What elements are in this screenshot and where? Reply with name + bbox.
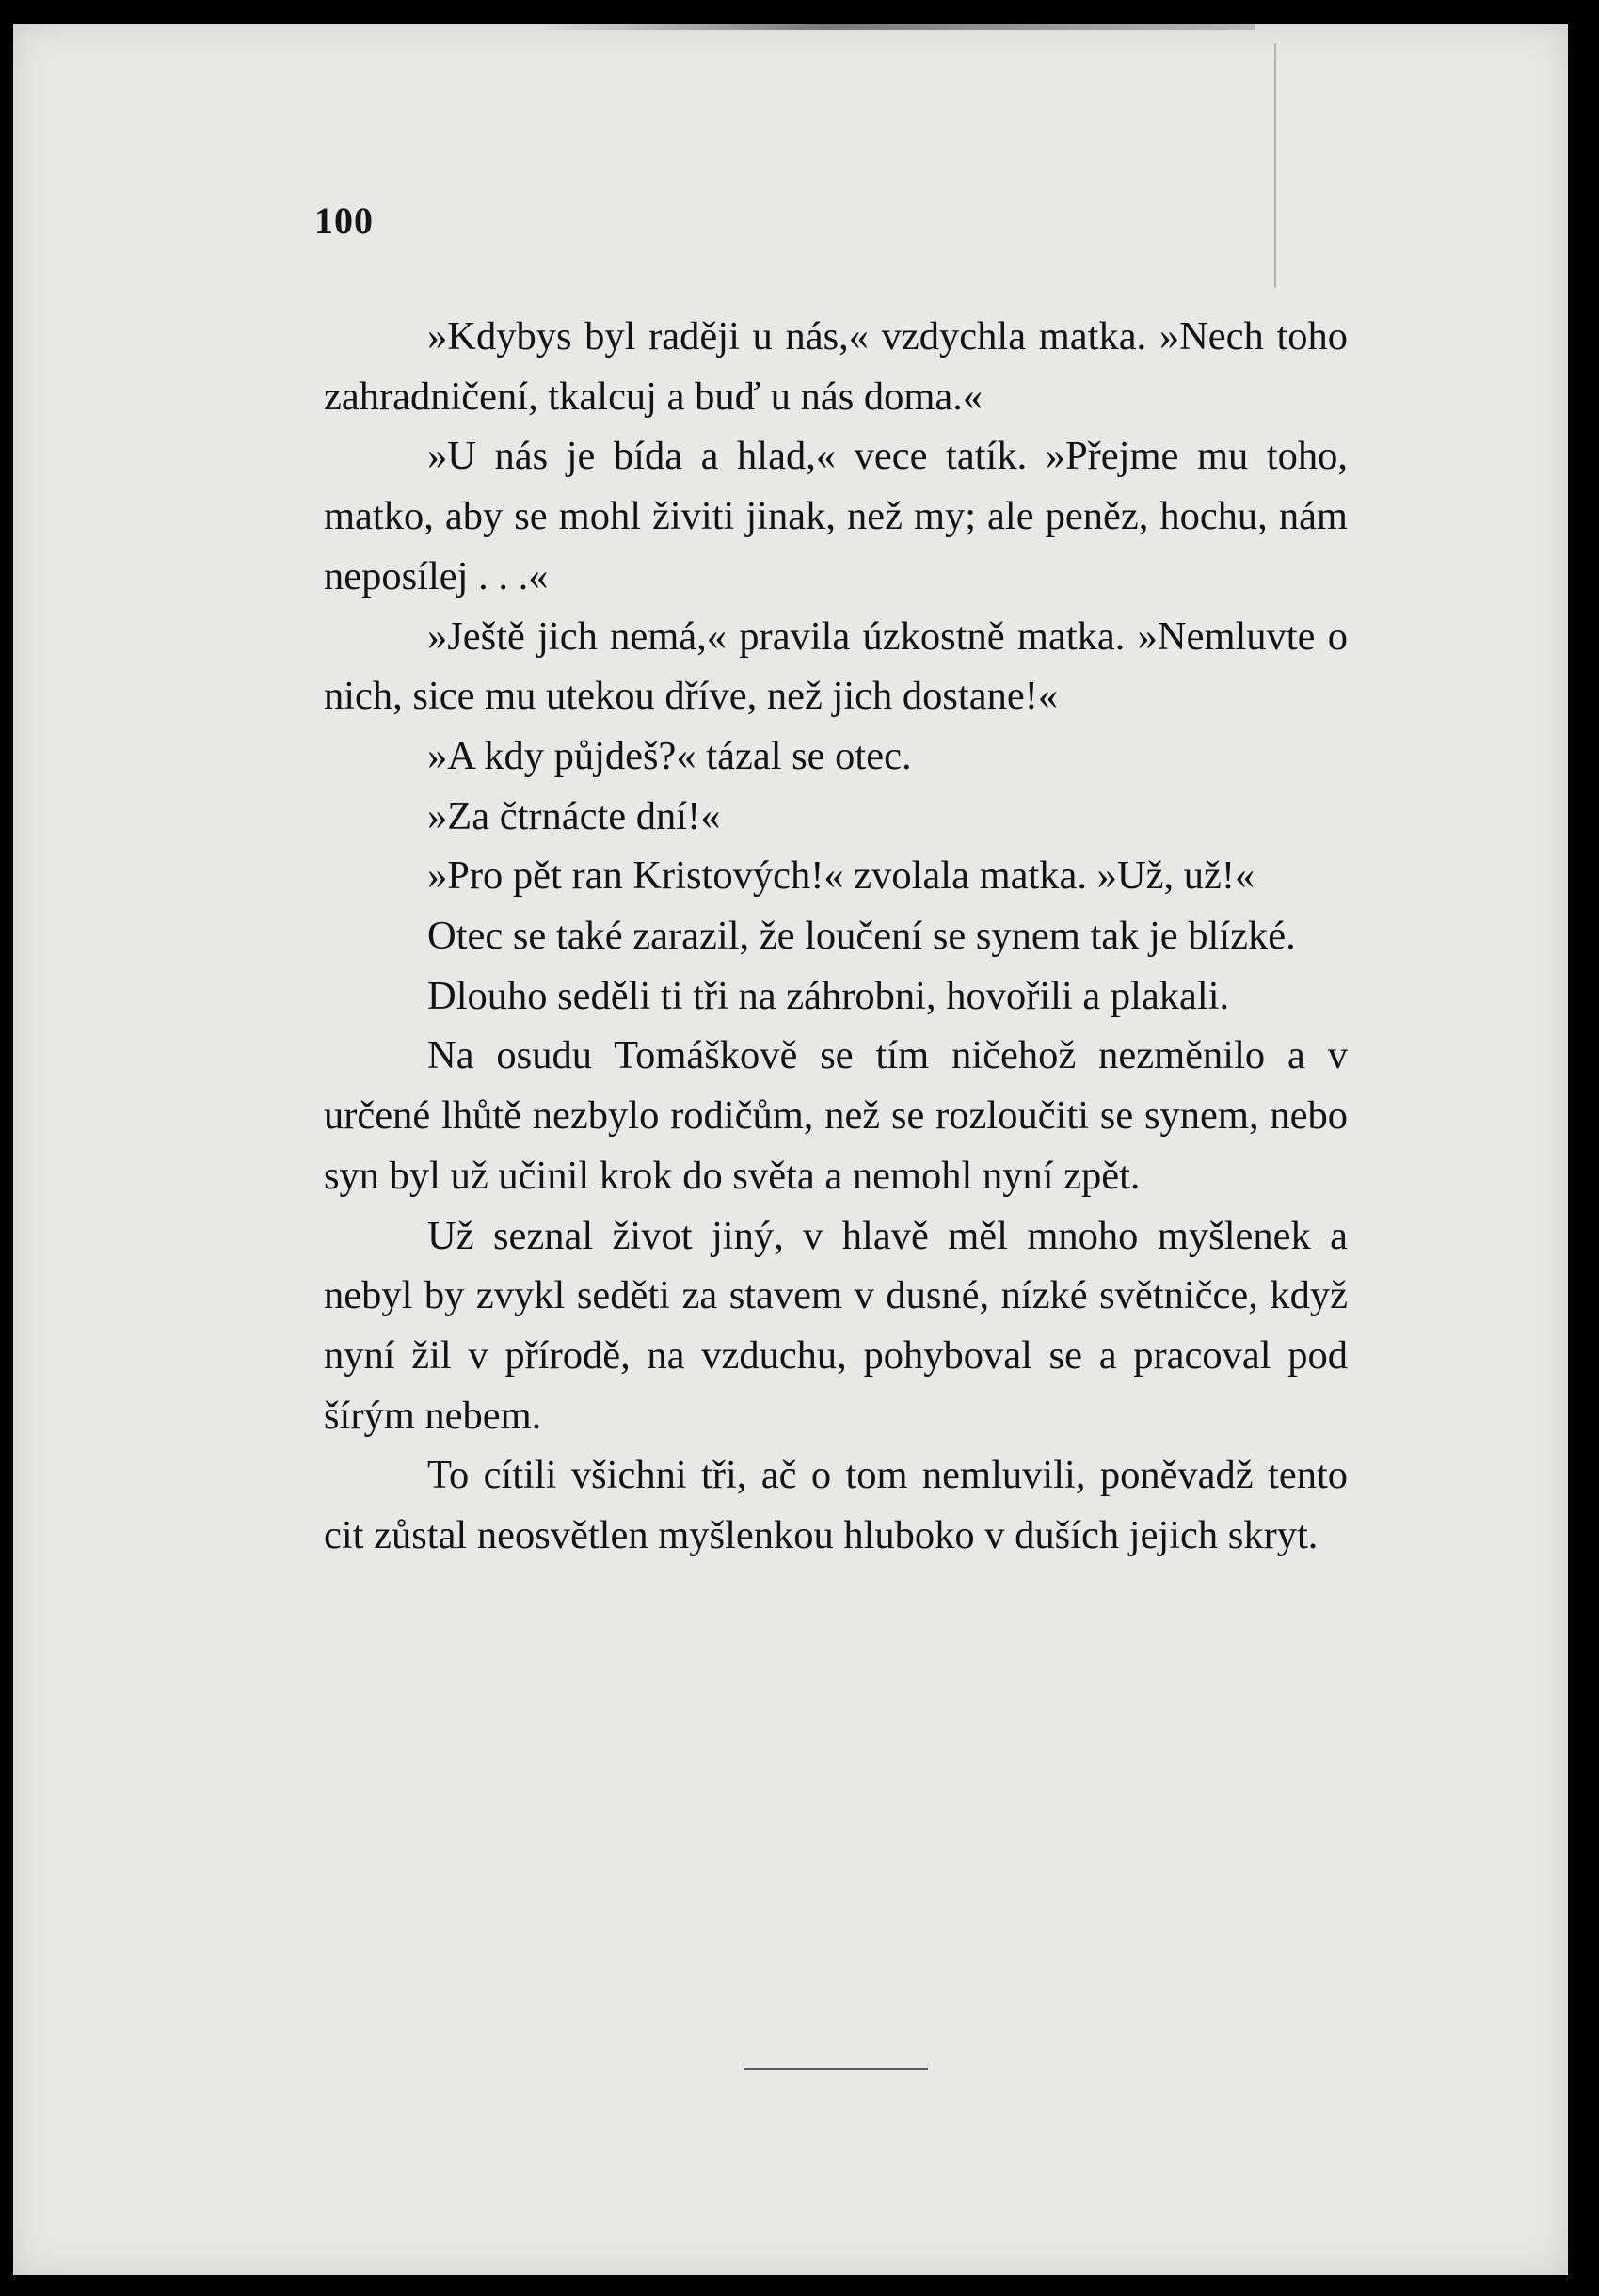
- paragraph: To cítili všichni tři, ač o tom nemluvili, poněvadž tento cit zůstal neosvětlen myšlenkou hluboko v duších jejich skryt.: [324, 1453, 1348, 1558]
- paragraph: Na osudu Tomáškově se tím ničehož nezměnilo a v určené lhůtě nezbylo rodičům, než se rozloučiti se synem, nebo syn byl už učinil krok do světa a nemohl nyní zpět.: [324, 1033, 1348, 1198]
- paragraph: »Za čtrnácte dní!«: [427, 793, 721, 838]
- paragraph: »A kdy půjdeš?« tázal se otec.: [427, 733, 912, 778]
- paragraph: Dlouho seděli ti tři na záhrobni, hovořili a plakali.: [427, 973, 1230, 1018]
- paragraph: Už seznal život jiný, v hlavě měl mnoho myšlenek a nebyl by zvykl seděti za stavem v dusné, nízké světničce, když nyní žil v přírodě, na vzduchu, pohyboval se a pracoval pod šírým nebem.: [324, 1213, 1348, 1438]
- page-fold-mark: [1274, 43, 1276, 288]
- paragraph: »Kdybys byl raději u nás,« vzdychla matka. »Nech toho zahradničení, tkalcuj a buď u nás doma.«: [324, 314, 1348, 419]
- paragraph: Otec se také zarazil, že loučení se synem tak je blízké.: [427, 914, 1296, 959]
- scan-smudge: [540, 24, 1255, 30]
- body-text: [324, 307, 1348, 1566]
- paragraph: »Pro pět ran Kristových!« zvolala matka. »Už, už!«: [427, 853, 1255, 899]
- paragraph: »U nás je bída a hlad,« vece tatík. »Přejme mu toho, matko, aby se mohl živiti jinak, než my; ale peněz, hochu, nám neposílej . . .«: [324, 434, 1348, 598]
- paragraph: »Ještě jich nemá,« pravila úzkostně matka. »Nemluvte o nich, sice mu utekou dříve, než jich dostane!«: [324, 614, 1348, 719]
- book-page: [13, 24, 1568, 2275]
- page-number: 100: [314, 199, 374, 242]
- chapter-end-rule: [744, 2068, 928, 2070]
